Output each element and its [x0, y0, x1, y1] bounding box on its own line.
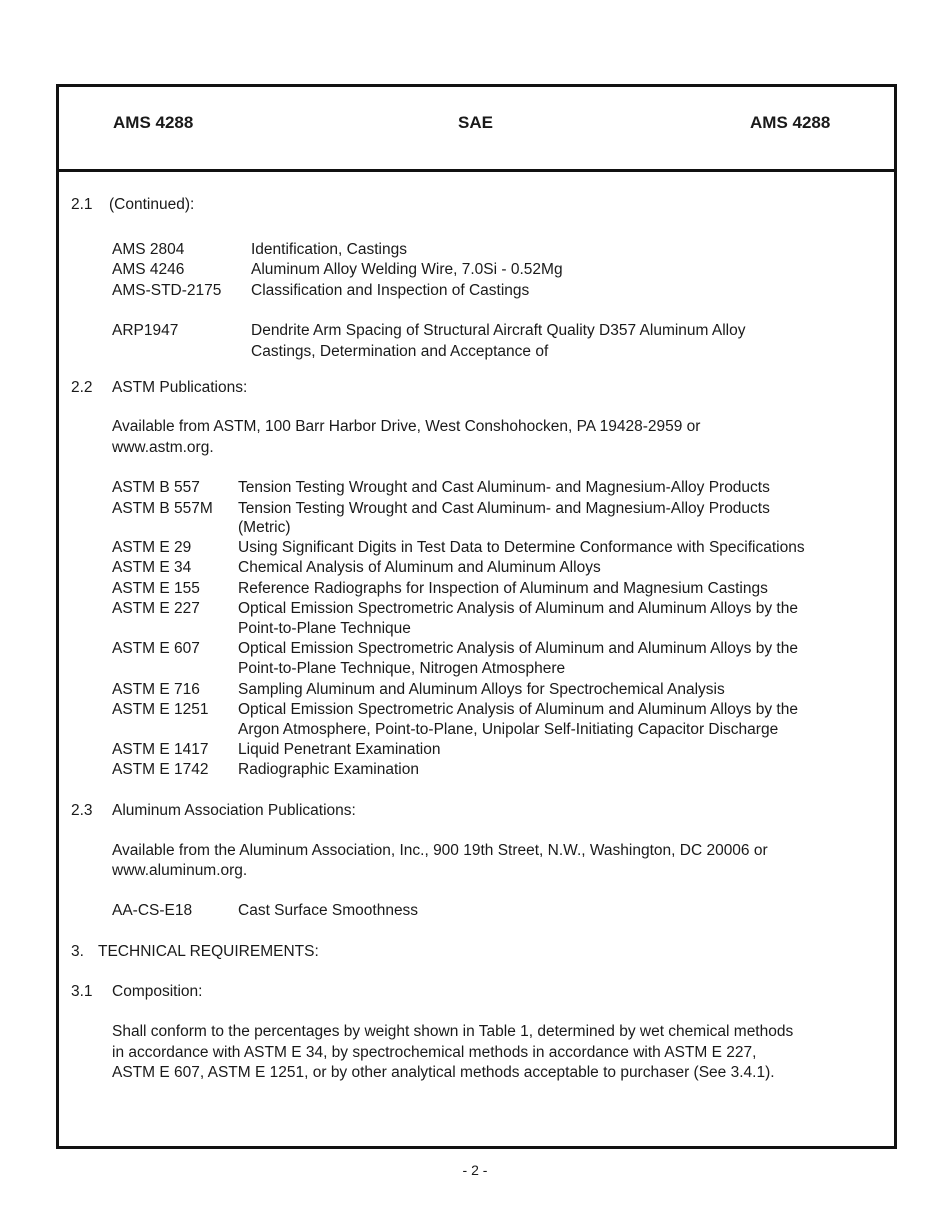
ref-code: AMS 4246: [112, 261, 185, 278]
availability-text: Available from ASTM, 100 Barr Harbor Drive, West Conshohocken, PA 19428-2959 or: [112, 418, 701, 435]
ref-title: Using Significant Digits in Test Data to Determine Conformance with Specifications: [238, 539, 805, 556]
ref-code: ASTM E 716: [112, 681, 200, 698]
body-text: in accordance with ASTM E 34, by spectrochemical methods in accordance with ASTM E 227,: [112, 1044, 757, 1061]
ref-title: Reference Radiographs for Inspection of Aluminum and Magnesium Castings: [238, 580, 768, 597]
ref-code: ASTM E 1742: [112, 761, 209, 778]
ref-code: ASTM E 34: [112, 559, 192, 576]
ref-code: ASTM E 227: [112, 600, 200, 617]
ref-code: ASTM B 557M: [112, 500, 213, 517]
ref-title: Chemical Analysis of Aluminum and Aluminum Alloys: [238, 559, 601, 576]
header-doc-number-right: AMS 4288: [750, 113, 831, 132]
ref-code: ASTM E 29: [112, 539, 192, 556]
ref-title: Optical Emission Spectrometric Analysis of Aluminum and Aluminum Alloys by the: [238, 600, 798, 617]
ref-code: ASTM E 1251: [112, 701, 209, 718]
ref-code: AMS-STD-2175: [112, 282, 222, 299]
ref-title-continued: (Metric): [238, 519, 291, 536]
section-2-2-title: ASTM Publications:: [112, 379, 248, 396]
ref-title: Optical Emission Spectrometric Analysis of Aluminum and Aluminum Alloys by the: [238, 701, 798, 718]
ref-title: Dendrite Arm Spacing of Structural Aircraft Quality D357 Aluminum Alloy: [251, 322, 746, 339]
section-3-1-title: Composition:: [112, 983, 203, 1000]
section-3-1-number: 3.1: [71, 983, 93, 1000]
ref-title: Cast Surface Smoothness: [238, 902, 419, 919]
section-3-title: TECHNICAL REQUIREMENTS:: [98, 943, 319, 960]
header-doc-number-left: AMS 4288: [113, 113, 194, 132]
availability-text: www.aluminum.org.: [112, 862, 248, 879]
availability-text: Available from the Aluminum Association, Inc., 900 19th Street, N.W., Washington, DC 20006 or: [112, 842, 768, 859]
ref-title-continued: Point-to-Plane Technique, Nitrogen Atmosphere: [238, 660, 566, 677]
section-3-number: 3.: [71, 943, 84, 960]
ref-title: Classification and Inspection of Castings: [251, 282, 530, 299]
ref-title-continued: Castings, Determination and Acceptance of: [251, 343, 549, 360]
ref-title: Aluminum Alloy Welding Wire, 7.0Si - 0.52Mg: [251, 261, 563, 278]
ref-code: AMS 2804: [112, 241, 185, 258]
ref-title: Optical Emission Spectrometric Analysis of Aluminum and Aluminum Alloys by the: [238, 640, 798, 657]
availability-text: www.astm.org.: [112, 439, 214, 456]
section-2-1-number: 2.1: [71, 196, 93, 213]
body-text: Shall conform to the percentages by weight shown in Table 1, determined by wet chemical methods: [112, 1023, 794, 1040]
ref-title-continued: Argon Atmosphere, Point-to-Plane, Unipolar Self-Initiating Capacitor Discharge: [238, 721, 779, 738]
ref-title: Tension Testing Wrought and Cast Aluminum- and Magnesium-Alloy Products: [238, 500, 770, 517]
ref-code: ASTM E 155: [112, 580, 200, 597]
ref-code: ASTM E 607: [112, 640, 200, 657]
section-2-3-title: Aluminum Association Publications:: [112, 802, 356, 819]
ref-code: ASTM B 557: [112, 479, 200, 496]
ref-code: ARP1947: [112, 322, 179, 339]
ref-title: Identification, Castings: [251, 241, 407, 258]
ref-title: Sampling Aluminum and Aluminum Alloys for Spectrochemical Analysis: [238, 681, 725, 698]
ref-code: ASTM E 1417: [112, 741, 209, 758]
ref-title: Liquid Penetrant Examination: [238, 741, 441, 758]
ref-title-continued: Point-to-Plane Technique: [238, 620, 411, 637]
page-number: - 2 -: [462, 1162, 488, 1178]
header-org: SAE: [458, 113, 493, 132]
ref-code: AA-CS-E18: [112, 902, 193, 919]
section-2-1-title: (Continued):: [109, 196, 195, 213]
section-2-3-number: 2.3: [71, 802, 93, 819]
section-2-2-number: 2.2: [71, 379, 93, 396]
document-header: [59, 87, 894, 172]
body-text: ASTM E 607, ASTM E 1251, or by other analytical methods acceptable to purchaser (See 3.4.1).: [112, 1064, 775, 1081]
ref-title: Tension Testing Wrought and Cast Aluminum- and Magnesium-Alloy Products: [238, 479, 770, 496]
ref-title: Radiographic Examination: [238, 761, 419, 778]
